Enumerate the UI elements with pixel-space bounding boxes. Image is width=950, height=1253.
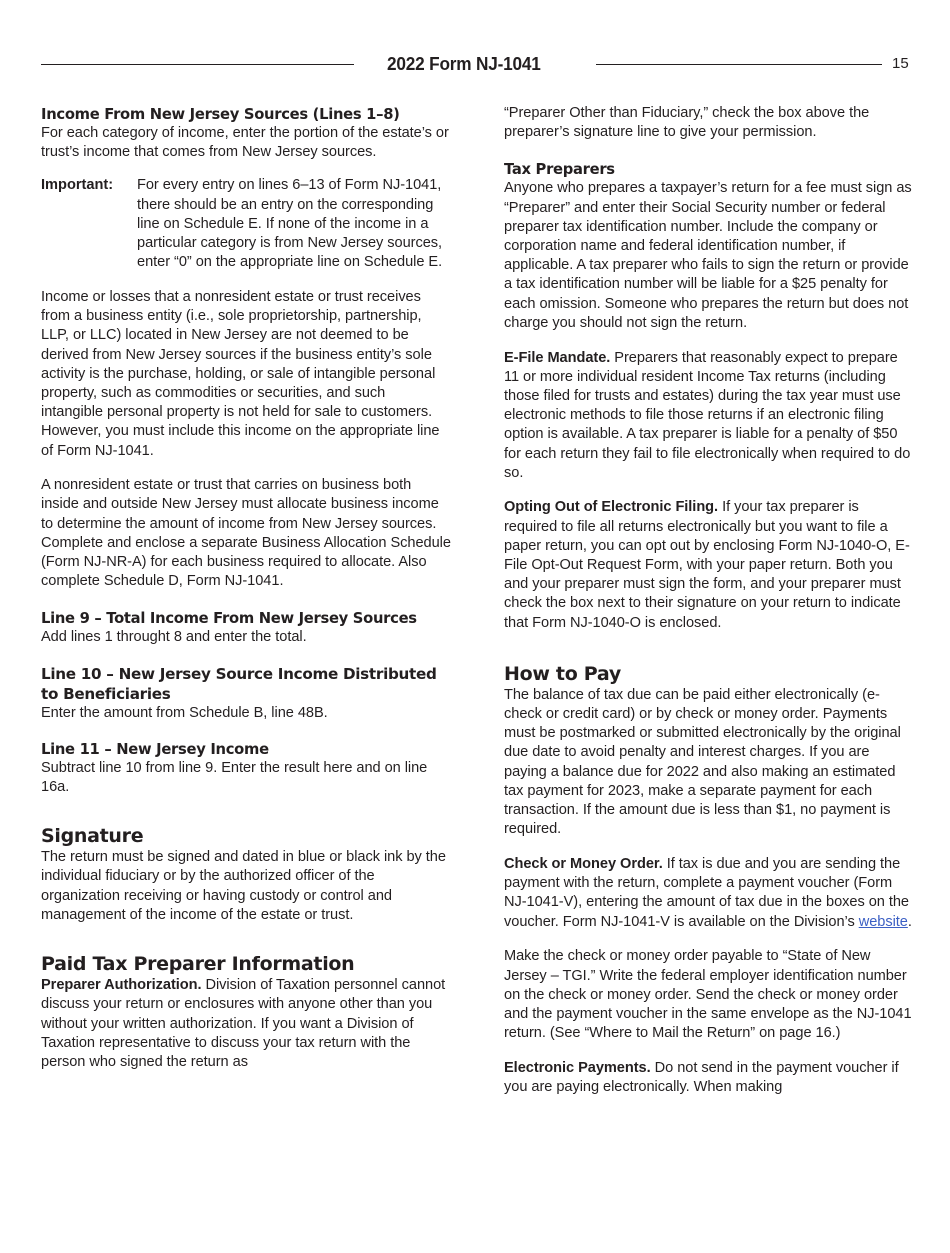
important-text: For every entry on lines 6–13 of Form NJ-1041, there should be an entry on the corresponding line on Schedule E. If none of the income in a particular category is from New Jersey sources, enter “0” on the appropriate line on Schedule E. [137,177,443,271]
paragraph-electronic-payments [504,1059,914,1097]
paragraph-lead: Check or Money Order. [504,856,663,872]
important-label: Important: [41,177,114,194]
left-column [41,104,451,1072]
paragraph-check-money-order [504,855,914,932]
paragraph-text: Do not send in the payment voucher if you are paying electronically. When making [504,1059,899,1096]
website-link[interactable]: website [858,913,908,930]
paragraph-payable-to: Make the check or money order payable to “State of New Jersey – TGI.” Write the federal employer identification number on the check or money order. Send the check or money order and the payment voucher in the same envelope as the NJ-1041 return. (See “Where to Mail the Return” on page 16.) [504,948,912,1042]
header-rule-right [596,64,882,65]
section-heading: Paid Tax Preparer Information [41,953,355,976]
paragraph: Anyone who prepares a taxpayer’s return for a fee must sign as “Preparer” and enter their Social Security number or federal preparer tax identification number. Include the company or corporation name and federal identification number, if applicable. A tax preparer who fails to sign the return or provide a tax identification number will be liable for a $25 penalty for each omission. Someone who prepares the return but does not charge you should not sign the return. [504,180,912,331]
paragraph: Subtract line 10 from line 9. Enter the result here and on line 16a. [41,759,428,796]
paragraph: Add lines 1 throught 8 and enter the total. [41,629,307,646]
page-header [41,52,910,78]
paragraph: A nonresident estate or trust that carries on business both inside and outside New Jersey must allocate business income to determine the amount of income from New Jersey sources. Complete and enclose a separate Business Allocation Schedule (Form NJ-NR-A) for each business required to allocate. Also complete Schedule D, Form NJ-1041. [41,477,451,590]
header-rule-left [41,64,354,65]
section-heading: Tax Preparers [504,160,615,179]
section-heading: Signature [41,825,144,848]
section-line9 [41,608,451,647]
paragraph [41,976,451,1072]
section-income-nj-sources [41,104,451,591]
paragraph-text: Division of Taxation personnel cannot discuss your return or enclosures with anyone other than you without your written authorization. If you want a Division of Taxation representative to discuss your tax return with the person who signed the return as [41,977,446,1070]
paragraph-lead: Electronic Payments. [504,1059,651,1076]
paragraph-lead: Opting Out of Electronic Filing. [504,499,719,516]
paragraph-text: If tax is due and you are sending the payment with the return, complete a payment voucher (Form NJ-1041-V), entering the amount of tax due in the boxes on the voucher. Form NJ-1041-V is available on the Division’s [504,856,909,930]
important-note [41,176,451,272]
paragraph: For each category of income, enter the portion of the estate’s or trust’s income that comes from New Jersey sources. [41,125,449,161]
right-column [504,104,914,1097]
section-heading: Line 11 – New Jersey Income [41,739,269,758]
section-heading: Income From New Jersey Sources (Lines 1–8) [41,105,400,123]
paragraph-opting-out [504,498,914,632]
section-how-to-pay [504,662,914,840]
paragraph-efile-mandate [504,349,914,483]
paragraph: Income or losses that a nonresident estate or trust receives from a business entity (i.e., sole proprietorship, partnership, LLP, or LLC) located in New Jersey are not deemed to be derived from New Jersey sources if the business entity’s sole activity is the purchase, holding, or sale of intangible personal property, such as commodities or securities, and such intangible personal property is not held for sale to customers. However, you must include this income on the appropriate line of Form NJ-1041. [41,288,440,459]
paragraph: The return must be signed and dated in blue or black ink by the individual fiduciary or by the authorized officer of the organization receiving or having custody or control and management of the income of the estate or trust. [41,849,446,923]
section-paid-preparer [41,952,451,1072]
paragraph-text: If your tax preparer is required to file all returns electronically but you want to file a paper return, you can opt out by enclosing Form NJ-1040-O, E-File Opt-Out Request Form, with your paper return. Both you and your preparer must sign the form, and your preparer must check the box next to their signature on your return to indicate that Form NJ-1040-O is enclosed. [504,499,910,631]
paragraph: “Preparer Other than Fiduciary,” check the box above the preparer’s signature line to give your permission. [504,105,870,141]
page-number: 15 [892,55,909,72]
paragraph-lead: Preparer Authorization. [41,977,202,994]
page-title: 2022 Form NJ-1041 [387,53,541,74]
paragraph: The balance of tax due can be paid either electronically (e-check or credit card) or by check or money order. Payments must be postmarked or submitted electronically by the original due date to avoid penalty and interest charges. If you are paying a balance due for 2022 and also making an estimated tax payment for 2023, make a separate payment for each transaction. If the amount due is less than $1, no payment is required. [504,686,901,838]
section-tax-preparers [504,159,914,333]
section-heading: Line 10 – New Jersey Source Income Distributed to Beneficiaries [41,664,437,703]
paragraph-text: . [907,913,912,930]
section-signature [41,824,451,925]
paragraph-lead: E-File Mandate. [504,349,611,366]
paragraph-text: Preparers that reasonably expect to prepare 11 or more individual resident Income Tax returns (including those filed for trusts and estates) during the tax year must use electronic methods to file those returns if an electronic filing option is available. A tax preparer is liable for a penalty of $50 for each return they fail to file electronically when required to do so. [504,349,911,481]
section-line11 [41,739,451,797]
section-heading: Line 9 – Total Income From New Jersey Sources [41,609,417,628]
section-heading: How to Pay [504,662,621,685]
section-line10 [41,664,451,723]
paragraph: Enter the amount from Schedule B, line 48B. [41,704,328,721]
